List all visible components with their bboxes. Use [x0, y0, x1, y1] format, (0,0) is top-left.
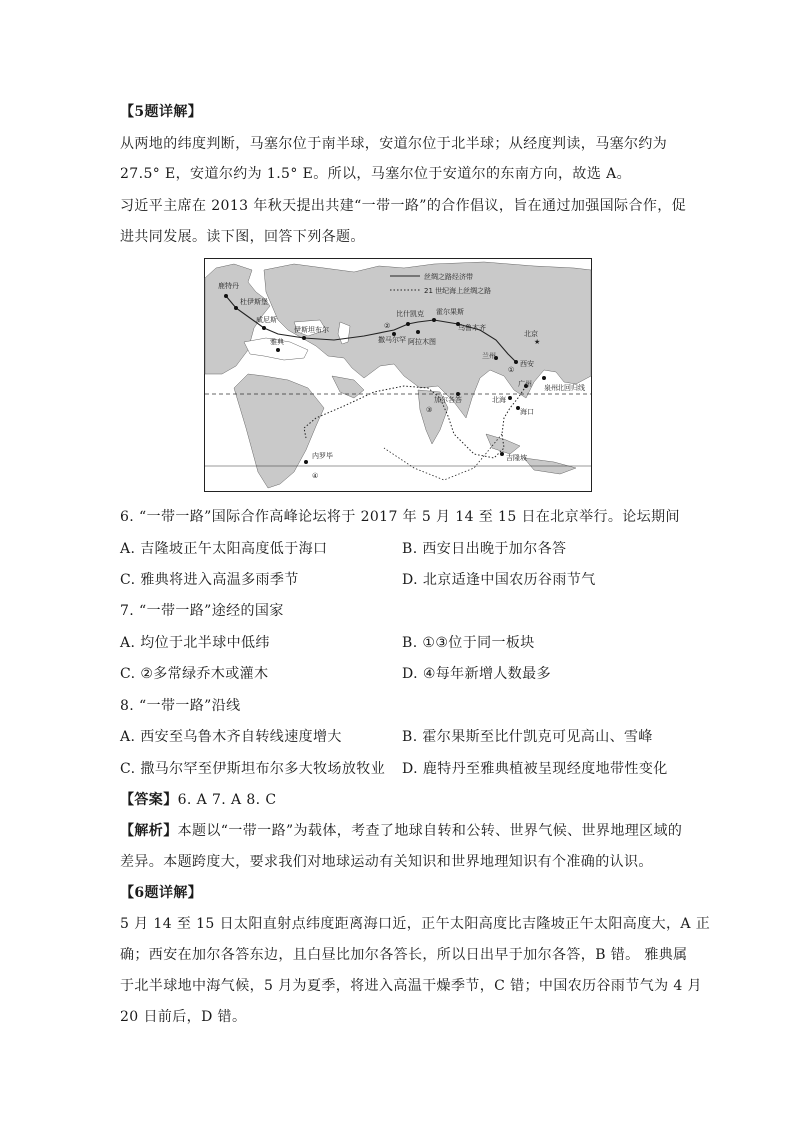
q7-option-a: A. 均位于北半球中低纬 [120, 635, 270, 651]
q7-option-c: C. ②多常绿乔木或灌木 [120, 666, 269, 682]
q6-option-b: B. 西安日出晚于加尔各答 [402, 541, 567, 557]
answer-label: 【答案】 [120, 792, 178, 808]
label-horgos: 霍尔果斯 [436, 308, 464, 316]
q6-detail-line-1: 5 月 14 至 15 日太阳直射点纬度距离海口近，正午太阳高度比吉隆坡正午太阳高度大，A 正 [120, 916, 711, 932]
label-lanzhou: 兰州 [482, 352, 496, 360]
dot-xian [514, 360, 518, 364]
q8-stem: 8. “一带一路”沿线 [120, 698, 241, 714]
label-guangzhou: 广州 [518, 380, 532, 388]
q5-detail-line-1: 从两地的纬度判断，马塞尔位于南半球，安道尔位于北半球；从经度判读，马塞尔约为 [120, 136, 668, 152]
q6-detail-heading: 【6题详解】 [120, 885, 203, 901]
dot-almaty [416, 330, 420, 334]
label-xian: 西安 [520, 360, 534, 368]
q8-option-a: A. 西安至乌鲁木齐自转线速度增大 [120, 729, 342, 745]
label-quanzhou: 泉州 [544, 384, 558, 392]
label-mark2: ② [384, 322, 391, 330]
beijing-star: ★ [534, 338, 541, 346]
q5-detail-heading: 【5题详解】 [120, 104, 203, 120]
q5-detail-line-2: 27.5° E，安道尔约为 1.5° E。所以，马塞尔位于安道尔的东南方向，故选 A。 [120, 166, 631, 182]
label-istanbul: 伊斯坦布尔 [294, 326, 329, 334]
label-mark4: ④ [312, 472, 319, 480]
q6-detail-line-2: 确；西安在加尔各答东边，且白昼比加尔各答长，所以日出早于加尔各答，B 错。 雅典属 [120, 947, 688, 963]
label-haikou: 海口 [520, 408, 534, 416]
q7-stem: 7. “一带一路”途经的国家 [120, 603, 284, 619]
label-samarkand: 撒马尔罕 [378, 336, 406, 344]
q6-option-c: C. 雅典将进入高温多雨季节 [120, 572, 299, 588]
q7-option-b: B. ①③位于同一板块 [402, 635, 535, 651]
dot-beihai [508, 396, 512, 400]
q6-option-d: D. 北京适逢中国农历谷雨节气 [402, 572, 596, 588]
label-urumqi: 乌鲁木齐 [458, 324, 486, 332]
q6-detail-line-3: 于北半球地中海气候，5 月为夏季，将进入高温干燥季节，C 错；中国农历谷雨节气为 4 月 [120, 978, 702, 994]
belt-and-road-map [204, 258, 592, 492]
analysis-line-2: 差异。本题跨度大，要求我们对地球运动有关知识和世界地理知识有个准确的认识。 [120, 854, 653, 870]
label-almaty: 阿拉木图 [408, 338, 436, 346]
label-mark1: ① [508, 366, 515, 374]
label-kuala-lumpur: 吉隆坡 [506, 454, 527, 462]
q8-option-b: B. 霍尔果斯至比什凯克可见高山、雪峰 [402, 729, 653, 745]
dot-horgos [432, 318, 436, 322]
q6-detail-line-4: 20 日前后，D 错。 [120, 1009, 247, 1025]
dot-nairobi [304, 460, 308, 464]
legend-road: 21 世纪海上丝绸之路 [424, 287, 492, 295]
q6-option-a: A. 吉隆坡正午太阳高度低于海口 [120, 541, 328, 557]
dot-istanbul [302, 336, 306, 340]
dot-athens [276, 348, 280, 352]
analysis-line-1 [120, 822, 682, 840]
intro-line-1: 习近平主席在 2013 年秋天提出共建“一带一路”的合作倡议，旨在通过加强国际合作，促 [120, 198, 687, 214]
q8-option-c: C. 撒马尔罕至伊斯坦布尔多大牧场放牧业 [120, 761, 386, 777]
dot-bishkek [406, 322, 410, 326]
dot-quanzhou [542, 376, 546, 380]
label-beihai: 北海 [492, 396, 506, 404]
dot-kuala-lumpur [500, 452, 504, 456]
label-rotterdam: 鹿特丹 [218, 282, 239, 290]
answer-line [120, 791, 276, 809]
label-tropic: 北回归线 [557, 384, 585, 392]
label-bishkek: 比什凯克 [396, 310, 424, 318]
label-athens: 雅典 [270, 338, 284, 346]
label-venice: 威尼斯 [256, 316, 277, 324]
dot-venice [262, 326, 266, 330]
analysis-text-1: 本题以“一带一路”为载体，考查了地球自转和公转、世界气候、世界地理区域的 [177, 823, 683, 839]
q6-stem: 6. “一带一路”国际合作高峰论坛将于 2017 年 5 月 14 至 15 日在北京举行。论坛期间 [120, 509, 680, 525]
dot-rotterdam [224, 294, 228, 298]
q8-option-d: D. 鹿特丹至雅典植被呈现经度地带性变化 [402, 761, 668, 777]
label-mark3: ③ [426, 406, 433, 414]
label-kolkata: 加尔各答 [434, 396, 462, 404]
legend-belt: 丝绸之路经济带 [424, 273, 473, 281]
intro-line-2: 进共同发展。读下图，回答下列各题。 [120, 229, 365, 245]
dot-duisburg [234, 306, 238, 310]
answer-text: 6. A 7. A 8. C [177, 792, 277, 808]
analysis-label: 【解析】 [120, 823, 178, 839]
label-nairobi: 内罗毕 [312, 452, 333, 460]
label-duisburg: 杜伊斯堡 [240, 298, 268, 306]
q7-option-d: D. ④每年新增人数最多 [402, 666, 551, 682]
label-beijing: 北京 [524, 330, 538, 338]
